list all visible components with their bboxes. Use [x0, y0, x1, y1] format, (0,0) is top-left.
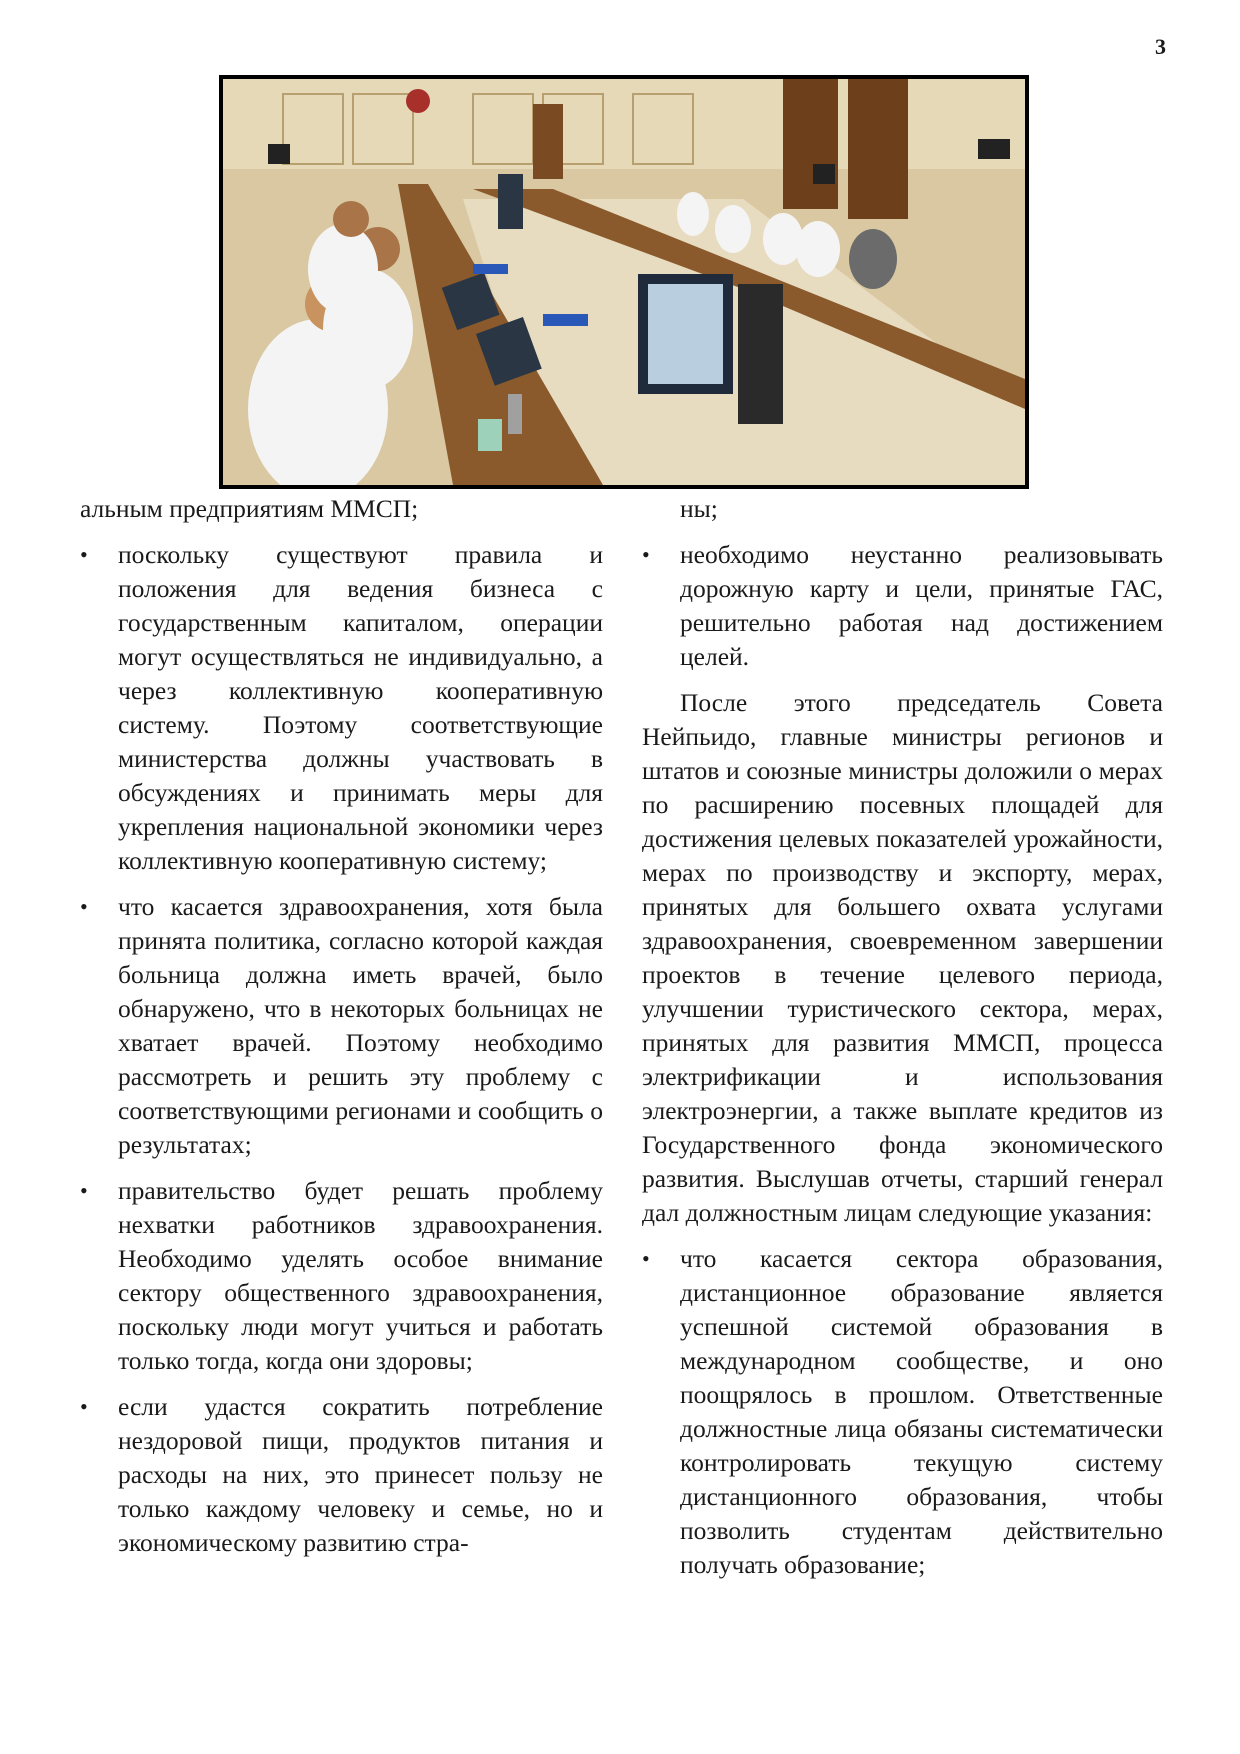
list-item: • что касается сектора образования, дистанционное образование является успешной системой образования в международном сообществе, и оно поощрялось в прошлом. Ответственные должностные лица обязаны систематически контролировать текущую систему дистанционного образования, чтобы позволить студентам действительно получать образование; [642, 1242, 1163, 1582]
meeting-photo-illustration [223, 79, 1025, 485]
body-paragraph: После этого председатель Совета Нейпьидо, главные министры регионов и штатов и союзные министры доложили о мерах по расширению посевных площадей для достижения целевых показателей урожайности, мерах по производству и экспорту, мерах, принятых для большего охвата услугами здравоохранения, своевременном завершении проектов в течение целевого периода, улучшении туристического сектора, мерах, принятых для развития ММСП, процесса электрификации и использования электроэнергии, а также выплате кредитов из Государственного фонда экономического развития. Выслушав отчеты, старший генерал дал должностным лицам следующие указания: [642, 688, 1163, 1227]
right-bullet-list-2 [642, 1242, 1163, 1582]
list-item: • если удастся сократить потребление нездоровой пищи, продуктов питания и расходы на них, это принесет пользу не только каждому человеку и семье, но и экономическому развитию стра- [80, 1390, 603, 1560]
page-number: 3 [1155, 34, 1166, 59]
left-continuation-text: альным предприятиям ММСП; [80, 494, 419, 523]
right-continuation-text: ны; [680, 494, 718, 523]
list-item: • что касается здравоохранения, хотя была принята политика, согласно которой каждая больница должна иметь врачей, было обнаружено, что в некоторых больницах не хватает врачей. Поэтому необходимо рассмотреть и решить эту проблему с соответствующими регионами и сообщить о результатах; [80, 890, 603, 1162]
left-column [80, 492, 603, 1572]
right-column [642, 492, 1163, 1594]
meeting-photo [219, 75, 1029, 489]
list-item: • правительство будет решать проблему нехватки работников здравоохранения. Необходимо уделять особое внимание сектору общественного здравоохранения, поскольку люди могут учиться и работать только тогда, когда они здоровы; [80, 1174, 603, 1378]
right-bullet-list-1 [642, 538, 1163, 674]
list-item: • необходимо неустанно реализовывать дорожную карту и цели, принятые ГАС, решительно работая над достижением целей. [642, 538, 1163, 674]
left-bullet-list [80, 538, 603, 1560]
list-item: • поскольку существуют правила и положения для ведения бизнеса с государственным капиталом, операции могут осуществляться не индивидуально, а через коллективную кооперативную систему. Поэтому соответствующие министерства должны участвовать в обсуждениях и принимать меры для укрепления национальной экономики через коллективную кооперативную систему; [80, 538, 603, 878]
